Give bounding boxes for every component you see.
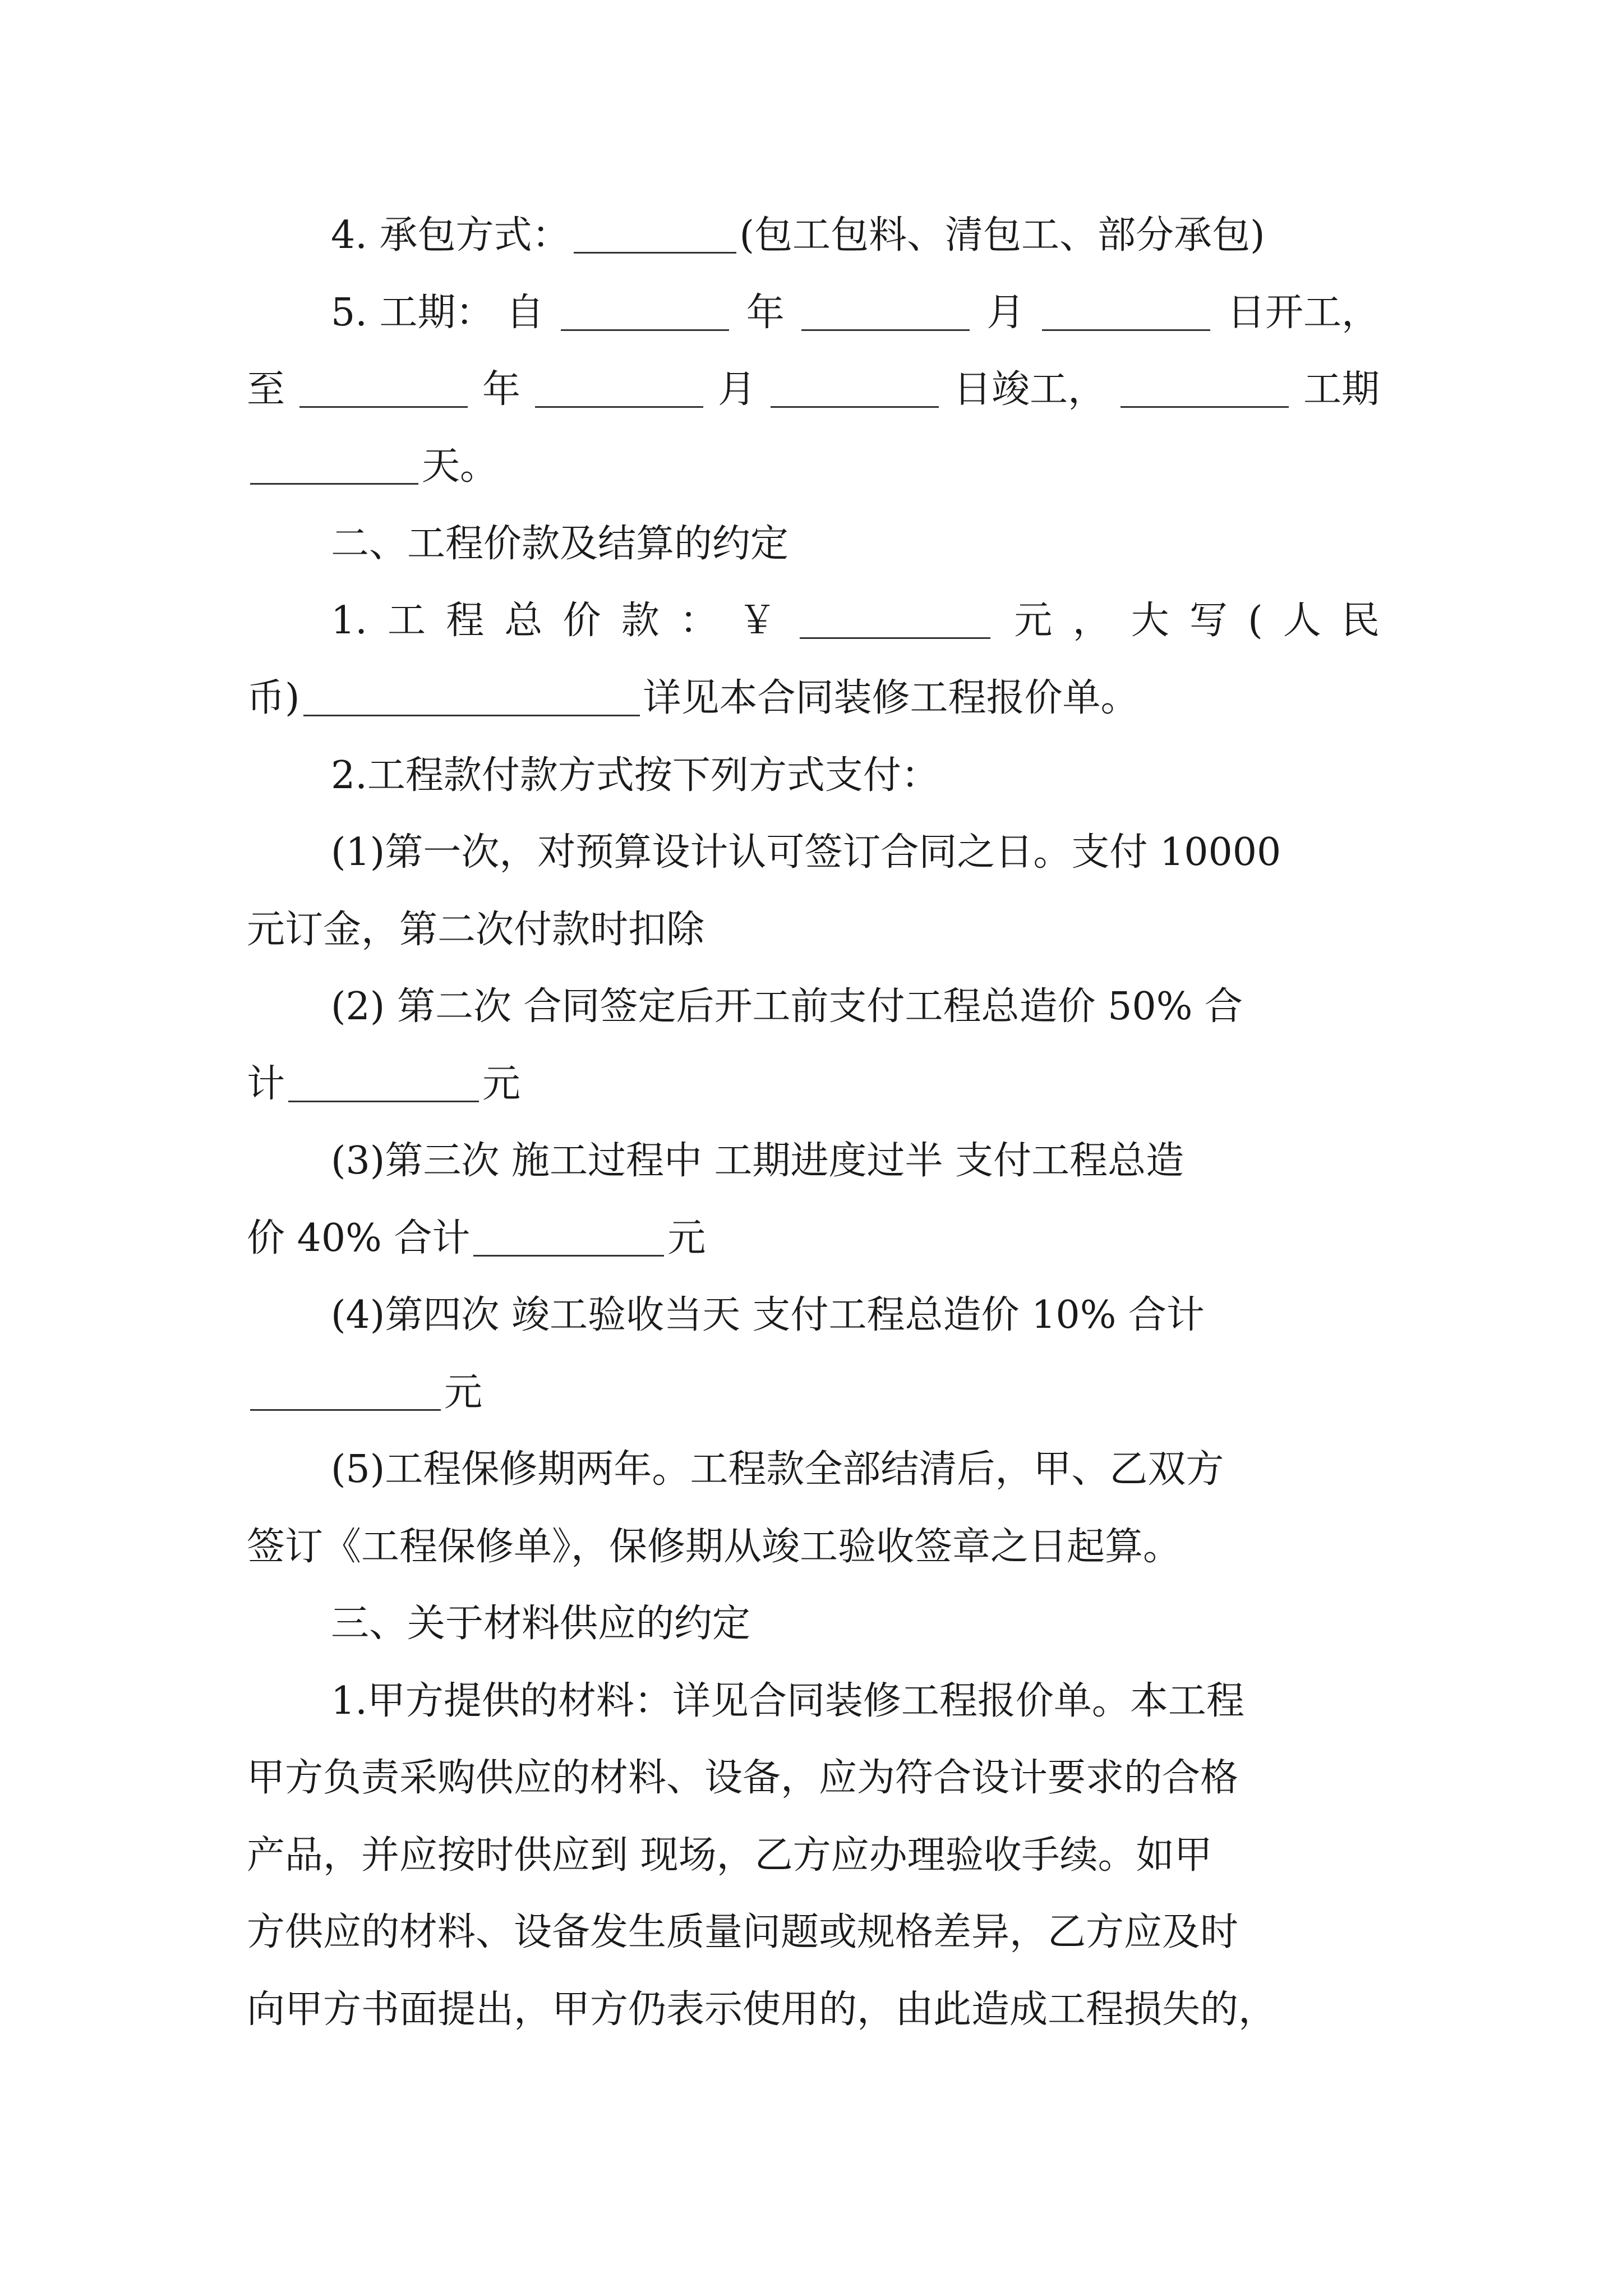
- text-segment: 年: [482, 367, 520, 412]
- fill-in-blank[interactable]: [574, 217, 736, 254]
- text-line: [331, 1133, 1380, 1189]
- text-segment: 月: [717, 367, 756, 412]
- text-segment: 5. 工期： 自: [331, 291, 545, 335]
- text-line: [331, 285, 1380, 341]
- text-segment: 民: [1341, 599, 1380, 643]
- text-segment: 月: [986, 291, 1025, 335]
- text-segment: 款: [621, 599, 660, 643]
- text-segment: (包工包料、清包工、部分承包): [739, 213, 1265, 257]
- text-segment: 币): [247, 676, 300, 720]
- text-segment: 产品，并应按时供应到 现场，乙方应办理验收手续。如甲: [247, 1833, 1212, 1878]
- fill-in-blank[interactable]: [250, 448, 418, 485]
- text-segment: 总: [504, 599, 543, 643]
- text-line: [331, 208, 1380, 264]
- text-segment: 人: [1283, 599, 1321, 643]
- fill-in-blank[interactable]: [561, 295, 729, 331]
- text-line: [247, 1750, 1380, 1806]
- text-segment: ：: [679, 599, 718, 643]
- text-segment: 工: [388, 599, 426, 643]
- fill-in-blank[interactable]: [299, 371, 468, 408]
- text-segment: (2) 第二次 合同签定后开工前支付工程总造价 50% 合: [331, 984, 1243, 1029]
- text-line: [247, 1056, 1380, 1112]
- text-segment: 元: [444, 1370, 483, 1415]
- fill-in-blank[interactable]: [535, 371, 703, 408]
- fill-in-blank[interactable]: [771, 371, 939, 408]
- text-line: [331, 593, 1380, 649]
- text-segment: 程: [446, 599, 485, 643]
- text-segment: 元: [482, 1062, 521, 1106]
- text-line: [247, 1519, 1380, 1575]
- text-segment: 价: [562, 599, 601, 643]
- text-segment: 签订《工程保修单》，保修期从竣工验收签章之日起算。: [247, 1525, 1182, 1569]
- text-segment: 元订金，第二次付款时扣除: [247, 908, 705, 952]
- text-line: [247, 670, 1380, 726]
- text-segment: 1.: [331, 599, 367, 643]
- text-line: [331, 748, 1380, 804]
- text-segment: 价 40% 合计: [247, 1216, 471, 1260]
- text-segment: (5)工程保修期两年。工程款全部结清后，甲、乙双方: [331, 1447, 1224, 1492]
- fill-in-blank[interactable]: [473, 1220, 664, 1257]
- fill-in-blank[interactable]: [1042, 295, 1210, 331]
- text-line: [247, 1211, 1380, 1267]
- text-segment: 方供应的材料、设备发生质量问题或规格差异，乙方应及时: [247, 1910, 1239, 1954]
- text-segment: (3)第三次 施工过程中 工期进度过半 支付工程总造: [331, 1139, 1184, 1183]
- text-segment: 大: [1131, 599, 1169, 643]
- fill-in-blank[interactable]: [250, 1374, 441, 1411]
- fill-in-blank[interactable]: [288, 1066, 479, 1102]
- text-line: [247, 1828, 1380, 1884]
- fill-in-blank[interactable]: [1121, 371, 1289, 408]
- text-line: [247, 1982, 1380, 2038]
- text-segment: (4)第四次 竣工验收当天 支付工程总造价 10% 合计: [331, 1293, 1205, 1337]
- text-segment: 4. 承包方式：: [331, 213, 570, 257]
- text-segment: ￥: [738, 599, 777, 643]
- text-line: [247, 1365, 1380, 1421]
- text-segment: 1.甲方提供的材料：详见合同装修工程报价单。本工程: [331, 1679, 1244, 1723]
- text-segment: 天。: [422, 444, 499, 489]
- text-line: [331, 1287, 1380, 1343]
- text-segment: 二、工程价款及结算的约定: [331, 522, 789, 566]
- text-segment: (1)第一次，对预算设计认可签订合同之日。支付 10000: [331, 830, 1281, 875]
- text-line: [331, 1673, 1380, 1729]
- text-segment: 年: [746, 291, 785, 335]
- text-segment: 元: [667, 1216, 706, 1260]
- text-segment: 三、关于材料供应的约定: [331, 1602, 751, 1646]
- text-segment: 日竣工，: [953, 367, 1106, 412]
- text-segment: ，: [1072, 599, 1111, 643]
- text-line: [331, 516, 1380, 572]
- fill-in-blank[interactable]: [801, 295, 970, 331]
- fill-in-blank[interactable]: [800, 602, 990, 639]
- text-line: [247, 1904, 1380, 1961]
- text-line: [247, 902, 1380, 958]
- text-segment: 向甲方书面提出，甲方仍表示使用的，由此造成工程损失的，: [247, 1987, 1277, 2032]
- text-segment: 至: [247, 367, 285, 412]
- text-segment: 计: [247, 1062, 285, 1106]
- text-line: [331, 979, 1380, 1035]
- fill-in-blank[interactable]: [303, 680, 640, 716]
- text-segment: 工期: [1303, 367, 1380, 412]
- text-segment: 元: [1014, 599, 1053, 643]
- text-segment: 2.工程款付款方式按下列方式支付：: [331, 753, 939, 798]
- text-line: [247, 439, 1380, 495]
- text-segment: (: [1248, 599, 1263, 643]
- text-line: [331, 825, 1380, 881]
- text-segment: 甲方负责采购供应的材料、设备，应为符合设计要求的合格: [247, 1756, 1239, 1800]
- text-segment: 写: [1189, 599, 1228, 643]
- text-segment: 详见本合同装修工程报价单。: [643, 676, 1139, 720]
- text-segment: 日开工，: [1227, 291, 1380, 335]
- text-line: [247, 362, 1380, 418]
- text-line: [331, 1442, 1380, 1498]
- text-line: [331, 1596, 1380, 1652]
